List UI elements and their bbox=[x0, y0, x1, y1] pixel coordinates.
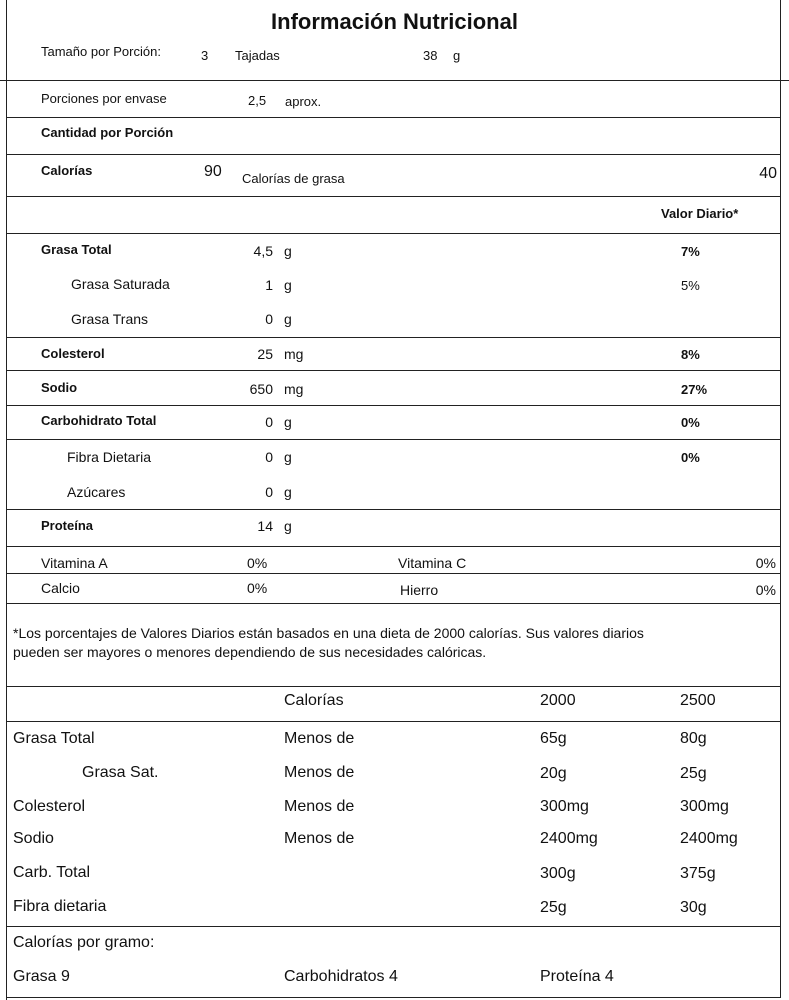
reference-value-2000: 300g bbox=[540, 865, 576, 882]
nutrient-daily-value: 5% bbox=[681, 278, 700, 293]
reference-value-2000: 20g bbox=[540, 765, 567, 782]
reference-qualifier: Menos de bbox=[284, 830, 355, 847]
calories-per-gram-protein: Proteína 4 bbox=[540, 968, 614, 985]
serving-size-unit: Tajadas bbox=[235, 48, 280, 63]
reference-nutrient: Carb. Total bbox=[13, 864, 91, 881]
reference-qualifier: Menos de bbox=[284, 730, 355, 747]
reference-nutrient: Grasa Total bbox=[13, 730, 95, 747]
footnote-line: pueden ser mayores o menores dependiendo de sus necesidades calóricas. bbox=[13, 644, 487, 660]
nutrient-amount: 25 bbox=[257, 346, 273, 362]
reference-nutrient: Sodio bbox=[13, 830, 54, 847]
calories-per-gram-fat: Grasa 9 bbox=[13, 968, 70, 985]
divider bbox=[6, 603, 781, 604]
calories-from-fat-label: Calorías de grasa bbox=[242, 171, 345, 186]
nutrient-name: Carbohidrato Total bbox=[41, 413, 157, 428]
nutrient-unit: g bbox=[284, 311, 292, 327]
divider bbox=[6, 196, 781, 197]
serving-weight-value: 38 bbox=[423, 48, 438, 63]
nutrient-daily-value: 0% bbox=[681, 450, 700, 465]
serving-size-label: Tamaño por Porción: bbox=[41, 44, 161, 59]
nutrient-amount: 0 bbox=[265, 311, 273, 327]
divider bbox=[6, 997, 781, 998]
nutrient-unit: g bbox=[284, 449, 292, 465]
reference-calories-label: Calorías bbox=[284, 692, 344, 709]
nutrient-name: Grasa Total bbox=[41, 242, 112, 257]
reference-value-2500: 80g bbox=[680, 730, 707, 747]
nutrient-amount: 650 bbox=[249, 381, 273, 397]
divider bbox=[6, 721, 781, 722]
nutrient-unit: g bbox=[284, 243, 292, 259]
reference-column-2500: 2500 bbox=[680, 692, 716, 709]
servings-per-container-value: 2,5 bbox=[248, 93, 267, 108]
divider bbox=[6, 233, 781, 234]
nutrient-amount: 0 bbox=[265, 484, 273, 500]
divider bbox=[6, 337, 781, 338]
divider bbox=[6, 686, 781, 687]
nutrient-name: Proteína bbox=[41, 518, 94, 533]
nutrient-unit: mg bbox=[284, 346, 304, 362]
servings-per-container-note: aprox. bbox=[285, 94, 322, 109]
divider bbox=[6, 509, 781, 510]
calories-label: Calorías bbox=[41, 163, 93, 178]
divider bbox=[6, 154, 781, 155]
reference-value-2500: 25g bbox=[680, 765, 707, 782]
reference-qualifier: Menos de bbox=[284, 764, 355, 781]
servings-per-container-label: Porciones por envase bbox=[41, 91, 167, 106]
amount-per-serving-label: Cantidad por Porción bbox=[41, 125, 174, 140]
reference-value-2000: 2400mg bbox=[540, 830, 598, 847]
label-title: Información Nutricional bbox=[271, 9, 518, 34]
nutrient-unit: g bbox=[284, 518, 292, 534]
vitamin-value: 0% bbox=[247, 580, 268, 596]
serving-weight-unit: g bbox=[453, 48, 461, 63]
nutrient-daily-value: 0% bbox=[681, 415, 700, 430]
nutrient-amount: 0 bbox=[265, 449, 273, 465]
nutrient-amount: 14 bbox=[257, 518, 273, 534]
nutrient-name: Grasa Saturada bbox=[71, 276, 170, 292]
divider bbox=[0, 80, 789, 81]
calories-value: 90 bbox=[204, 163, 222, 180]
vitamin-name: Vitamina A bbox=[41, 555, 108, 571]
vitamin-name: Hierro bbox=[400, 582, 439, 598]
vitamin-name: Calcio bbox=[41, 580, 80, 596]
reference-value-2000: 65g bbox=[540, 730, 567, 747]
vitamin-name: Vitamina C bbox=[398, 555, 467, 571]
nutrient-unit: g bbox=[284, 484, 292, 500]
serving-size-qty: 3 bbox=[201, 48, 209, 63]
divider bbox=[6, 439, 781, 440]
nutrient-unit: mg bbox=[284, 381, 304, 397]
reference-value-2500: 2400mg bbox=[680, 830, 738, 847]
vitamin-value: 0% bbox=[755, 582, 776, 598]
reference-nutrient: Fibra dietaria bbox=[13, 898, 107, 915]
reference-column-2000: 2000 bbox=[540, 692, 576, 709]
divider bbox=[6, 573, 781, 574]
footnote-line: *Los porcentajes de Valores Diarios están basados en una dieta de 2000 calorías. Sus valores diarios bbox=[13, 625, 644, 641]
reference-nutrient: Colesterol bbox=[13, 798, 86, 815]
nutrient-unit: g bbox=[284, 414, 292, 430]
reference-value-2500: 30g bbox=[680, 899, 707, 916]
reference-value-2500: 300mg bbox=[680, 798, 729, 815]
vitamin-value: 0% bbox=[247, 555, 268, 571]
nutrient-daily-value: 27% bbox=[681, 382, 708, 397]
label-border-right bbox=[780, 0, 781, 998]
reference-value-2500: 375g bbox=[680, 865, 716, 882]
reference-value-2000: 300mg bbox=[540, 798, 589, 815]
nutrient-amount: 1 bbox=[265, 277, 273, 293]
nutrient-name: Fibra Dietaria bbox=[67, 449, 152, 465]
divider bbox=[6, 926, 781, 927]
calories-per-gram-label: Calorías por gramo: bbox=[13, 934, 155, 951]
nutrient-name: Azúcares bbox=[67, 484, 126, 500]
divider bbox=[6, 370, 781, 371]
divider bbox=[6, 117, 781, 118]
reference-qualifier: Menos de bbox=[284, 798, 355, 815]
divider bbox=[6, 546, 781, 547]
nutrient-name: Grasa Trans bbox=[71, 311, 149, 327]
nutrient-name: Colesterol bbox=[41, 346, 105, 361]
calories-from-fat-value: 40 bbox=[759, 165, 777, 182]
nutrient-amount: 4,5 bbox=[253, 243, 273, 259]
label-border-left bbox=[6, 0, 7, 1000]
nutrient-unit: g bbox=[284, 277, 292, 293]
nutrient-amount: 0 bbox=[265, 414, 273, 430]
nutrient-name: Sodio bbox=[41, 380, 78, 395]
nutrient-daily-value: 8% bbox=[681, 347, 700, 362]
nutrient-daily-value: 7% bbox=[681, 244, 700, 259]
divider bbox=[6, 405, 781, 406]
reference-nutrient: Grasa Sat. bbox=[82, 764, 159, 781]
reference-value-2000: 25g bbox=[540, 899, 567, 916]
daily-value-header: Valor Diario* bbox=[661, 206, 739, 221]
calories-per-gram-carbs: Carbohidratos 4 bbox=[284, 968, 398, 985]
vitamin-value: 0% bbox=[755, 555, 776, 571]
